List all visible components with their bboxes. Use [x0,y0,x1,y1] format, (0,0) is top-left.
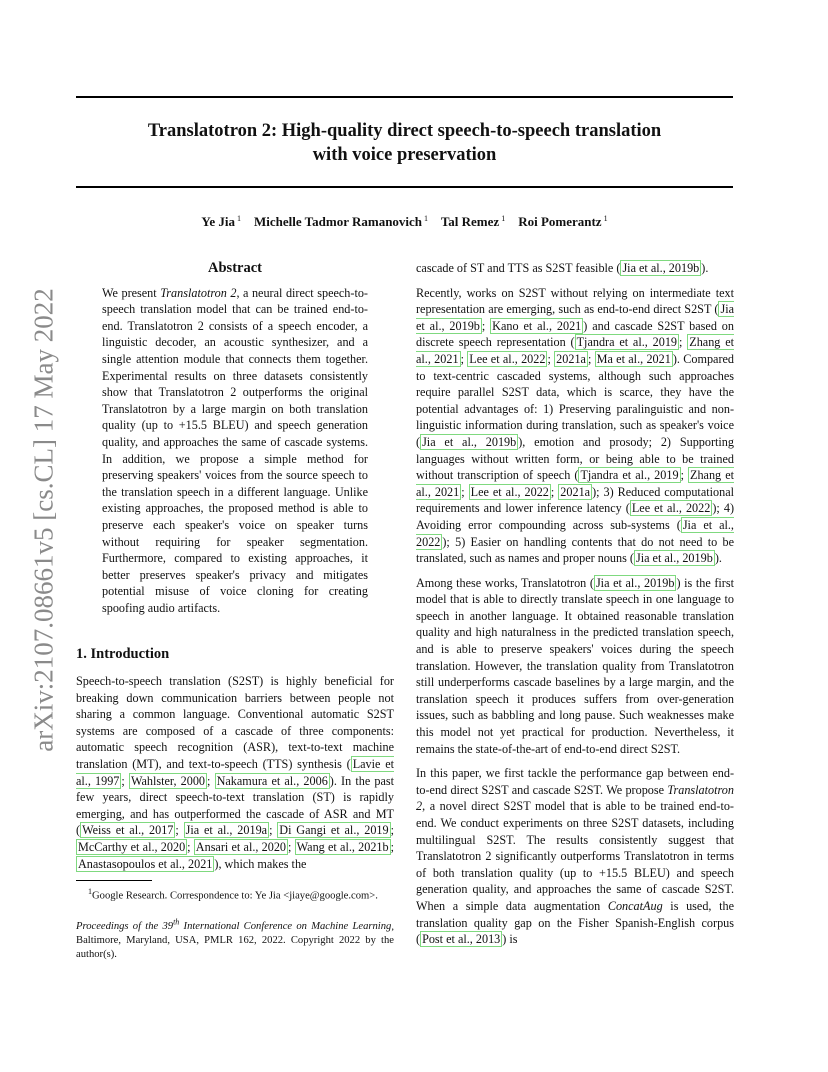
author-list [76,214,733,230]
body-paragraph: cascade of ST and TTS as S2ST feasible ( Jia et al., 2019b ). [416,261,709,275]
citation-link[interactable]: Ansari et al., 2020 [195,840,287,854]
citation-link[interactable]: 2021a [556,351,586,366]
citation-link[interactable]: McCarthy et al., 2020 [78,840,186,854]
citation-link[interactable]: Lavie et al., 1997 [76,757,394,788]
arxiv-stamp: arXiv:2107.08661v5 [cs.CL] 17 May 2022 [28,288,59,752]
citation-link[interactable]: Jia et al., 2019b [622,261,700,275]
title-rule-top [76,96,733,98]
title-line-1: Translatotron 2: High-quality direct speech-to-speech translation [147,121,662,141]
abstract-text: We present Translatotron 2, a neural direct speech-to-speech translation model that can be trained end-to-end. Translatotron 2 consists of a speech encoder, a linguistic decoder, an acoustic synthesizer, and a single attention module that connects them together. Experimental results on three datasets consistently show that Translatotron 2 outperforms the original Translatotron by a large margin on both translation quality (up to +15.5 BLEU) and speech generation quality, and approaches the same of cascade systems. In addition, we propose a simple method for preserving speakers' voices from the source speech to the translation speech in a different language. Unlike existing approaches, the proposed method is able to preserve each speaker's voice on speaker turns without requiring for speaker segmentation. Furthermore, compared to existing approaches, it better preserves speaker's privacy and mitigates potential misuse of voice cloning for creating spoofing audio artifacts. [102,285,368,615]
author: Michelle Tadmor Ramanovich $^1$ [254,214,429,230]
left-column [76,260,394,962]
author: Ye Jia $^1$ [201,214,241,230]
citation-link[interactable]: Zhang et al., 2021 [416,468,735,499]
paper-title [76,119,733,167]
citation-link[interactable]: Jia et al., 2019b [635,551,713,566]
right-column [416,260,734,956]
citation-link[interactable]: Ma et al., 2021 [596,351,671,366]
body-paragraph: Among these works, Translatotron ( Jia et al., 2019b ) is the first model that is able to directly translate speech in one language to speech in another language. It obtained reasonable translation quality and high naturalness in the predicted translation speech, and is able to preserve speakers' voices during the speech translation. However, the translation quality from Translatotron still underperforms cascade baselines by a large margin, and the translation speech it produces suffers from over-generation issues, such as babbling and long pause. Such weaknesses make this model not yet practical for production. Nevertheless, it remains the state-of-the-art of end-to-end direct S2ST. [416,575,734,756]
citation-link[interactable]: Lee et al., 2022 [469,351,546,366]
citation-link[interactable]: Jia et al., 2022 [416,517,734,549]
intro-paragraph: Speech-to-speech translation (S2ST) is highly beneficial for breaking down communication barriers between people not sharing a common language. Conventional automatic S2ST systems are composed of a cascade of three components: automatic speech recognition (ASR), text-to-text machine translation (MT), and text-to-speech (TTS) synthesis ( Lavie et al., 1997 ; Wahlster, 2000 ; Nakamura et al., 2006 ). In the past few years, direct speech-to-text translation (ST) is rapidly emerging, and has outperformed the cascade of ASR and MT ( Weiss et al., 2017 ; Jia et al., 2019a ; Di Gangi et al., 2019 ; McCarthy et al., 2020 ; Ansari et al., 2020 ; Wang et al., 2021b ; Anastasopoulos et al., 2021 ), which makes the [76,674,395,871]
footnote: $^1$Google Research. Correspondence to: Ye Jia <jiaye@google.com>. [88,887,378,902]
citation-link[interactable]: Post et al., 2013 [422,932,501,947]
body-paragraph: Recently, works on S2ST without relying on intermediate text representation are emerging, such as end-to-end direct S2ST ( Jia et al., 2019b ; Kano et al., 2021 ) and cascade S2ST based on discrete speech representation ( Tjandra et al., 2019 ; Zhang et al., 2021 ; Lee et al., 2022 ; 2021a ; Ma et al., 2021 ). Compared to text-centric cascaded systems, although such approaches require parallel S2ST data, which is scarce, they have the potential advantages of: 1) Preserving paralinguistic and non-linguistic information during translation, such as speaker's voice ( Jia et al., 2019b ), emotion and prosody; 2) Supporting languages without written form, or being able to be trained without transcription of speech ( Tjandra et al., 2019 ; Zhang et al., 2021 ; Lee et al., 2022 ; 2021a ); 3) Reduced computational requirements and lower inference latency ( Lee et al., 2022 ); 4) Avoiding error compounding across sub-systems ( Jia et al., 2022 ); 5) Easier on handling contents that do not need to be translated, such as names and proper nouns ( Jia et al., 2019b ). [416,285,735,566]
section-heading-introduction: 1. Introduction [76,646,170,663]
body-paragraph: In this paper, we first tackle the performance gap between end-to-end direct S2ST and cascade S2ST. We propose Translatotron 2, a novel direct S2ST model that is able to be trained end-to-end. We conduct experiments on three S2ST datasets, including multilingual S2ST. The results consistently suggest that Translatotron 2 significantly outperforms Translatotron in terms of both translation quality (up to +15.5 BLEU) and speech generation quality, and approaches the same of cascade S2ST. When a simple data augmentation ConcatAug is used, the translation quality gap on the Fisher Spanish-English corpus ( Post et al., 2013 ) is [416,766,734,947]
citation-link[interactable]: Jia et al., 2019a [185,823,268,838]
citation-link[interactable]: Anastasopoulos et al., 2021 [78,856,213,871]
citation-link[interactable]: Wang et al., 2021b [296,840,389,854]
proceedings-note: Proceedings of the 39th International Conference on Machine Learning, Baltimore, Maryland, USA, PMLR 162, 2022. Copyright 2022 by the author(s). [76,917,394,961]
citation-link[interactable]: Lee et al., 2022 [470,484,549,499]
citation-link[interactable]: Weiss et al., 2017 [82,823,174,838]
citation-link[interactable]: Kano et al., 2021 [492,318,582,333]
citation-link[interactable]: Jia et al., 2019b [422,434,517,449]
citation-link[interactable]: Tjandra et al., 2019 [576,335,678,350]
citation-link[interactable]: 2021a [560,484,591,499]
citation-link[interactable]: Lee et al., 2022 [631,501,711,516]
footnote-rule [76,880,152,881]
citation-link[interactable]: Nakamura et al., 2006 [216,773,328,788]
author: Tal Remez $^1$ [440,214,506,230]
citation-link[interactable]: Zhang et al., 2021 [416,335,734,366]
title-line-2: with voice preservation [312,145,497,165]
citation-link[interactable]: Jia et al., 2019b [595,575,675,590]
title-rule-bottom [76,186,733,188]
author: Roi Pomerantz $^1$ [518,214,608,230]
citation-link[interactable]: Wahlster, 2000 [130,773,206,788]
abstract-heading: Abstract [208,260,262,276]
citation-link[interactable]: Jia et al., 2019b [416,302,734,333]
citation-link[interactable]: Di Gangi et al., 2019 [279,823,389,838]
citation-link[interactable]: Tjandra et al., 2019 [580,468,679,483]
